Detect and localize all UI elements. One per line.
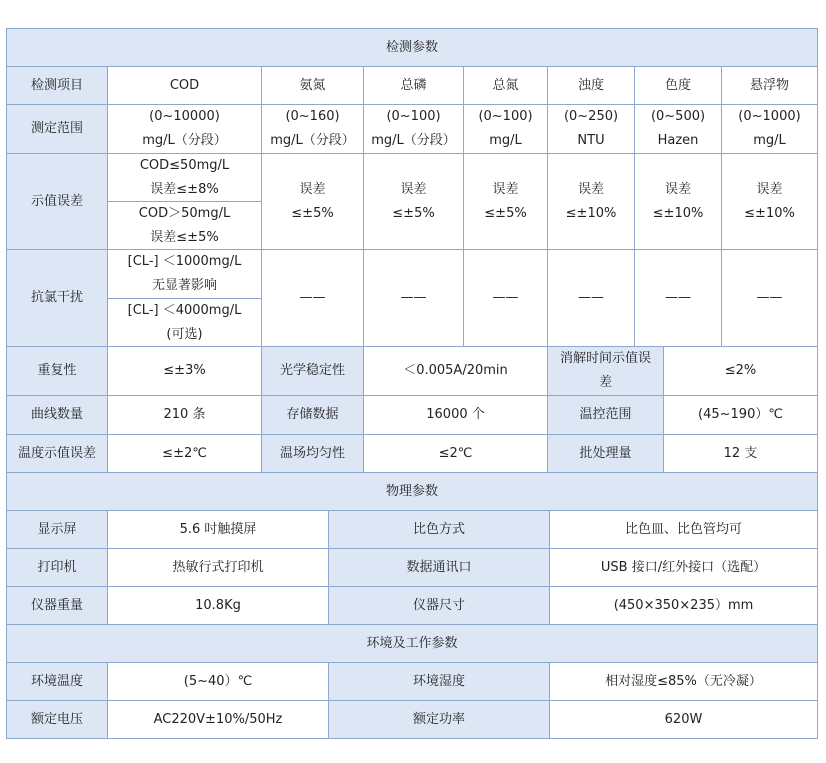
environment-row-2-cell-2-text: AC220V±10%/50Hz [153,711,283,727]
environment-row-2-cell-4 [549,700,818,739]
error-cell-text-2: ≤±10% [565,205,617,221]
row-label-optical-stability [261,346,364,396]
row-label-detection-item [6,66,108,105]
environment-row-1-cell-1 [6,662,108,701]
chlorine-cod-1000-cell-text: [CL-] ＜1000mg/L [127,254,242,269]
row-label-repeatability-text: 重复性 [37,363,77,378]
row-label-range [6,104,108,154]
header-cell [634,66,722,105]
range-cell [107,104,262,154]
error-cell [634,153,722,250]
row-label-temp-range [547,395,664,435]
physical-row-2-cell-2-text: 热敏行式打印机 [172,559,264,575]
physical-row-2-cell-3-text: 数据通讯口 [406,559,472,575]
row-label-temp-error-text: 温度示值误差 [17,445,96,461]
curves-value [107,395,262,435]
row-label-storage-text: 存储数据 [286,407,339,422]
section-title-detection-text: 检测参数 [385,39,438,55]
header-cell-text: 总氮 [492,77,519,93]
header-cell [547,66,635,105]
header-cell [463,66,548,105]
environment-row-1-cell-3-text: 环境湿度 [412,673,465,689]
environment-row-1-cell-4-text: 相对湿度≤85%（无冷凝） [605,673,762,689]
physical-row-2-cell-1-text: 打印机 [37,559,77,575]
range-cell-text-2: NTU [577,133,605,148]
row-label-optical-stability-text: 光学稳定性 [279,363,345,378]
header-cell-text: 悬浮物 [749,77,789,93]
curves-value-text: 210 条 [163,407,206,422]
error-cell-text: 误差 [756,181,783,197]
error-cod-low-cell-text-2: 误差≤±8% [150,181,219,197]
temp-error-value [107,434,262,473]
range-cell-text: (0~100) [386,109,441,124]
physical-row-1-cell-4-text: 比色皿、比色管均可 [624,521,742,537]
range-cell [547,104,635,154]
physical-row-2-cell-4-text: USB 接口/红外接口（选配） [600,559,767,575]
section-title-environment [6,624,818,663]
physical-row-2-cell-4 [549,548,818,587]
temp-error-value-text: ≤±2℃ [162,445,207,461]
row-label-range-text: 测定范围 [30,121,83,136]
chlorine-cod-1000-cell-text-2: 无显著影响 [151,278,217,293]
repeatability-value-text: ≤±3% [163,363,206,378]
range-cell [261,104,364,154]
physical-row-3-cell-2-text: 10.8Kg [195,597,241,613]
error-cell-text-2: ≤±5% [484,205,527,221]
error-cod-high-cell-text-2: 误差≤±5% [150,229,219,245]
error-cell-text: 误差 [299,181,326,197]
error-cell [261,153,364,250]
error-cell [463,153,548,250]
row-label-batch-text: 批处理量 [579,445,632,461]
dash-cell-text: —— [578,290,604,305]
header-cell-text: 总磷 [400,77,427,93]
dash-cell-text: —— [756,290,783,305]
uniformity-value-text: ≤2℃ [438,445,473,461]
error-cell-text: 误差 [664,181,691,197]
environment-row-1-cell-3 [328,662,550,701]
range-cell-text: (0~250) [563,109,619,124]
dash-cell-text: —— [299,290,326,305]
physical-row-1-cell-2-text: 5.6 吋触摸屏 [179,521,257,537]
physical-row-1-cell-3 [328,510,550,549]
row-label-digestion-time-error-text-2: 差 [598,375,612,390]
row-label-digestion-time-error [547,346,664,396]
storage-value-text: 16000 个 [426,407,485,422]
range-cell-text-2: mg/L [753,133,786,148]
range-cell [721,104,818,154]
range-cell [463,104,548,154]
physical-row-1-cell-2 [107,510,329,549]
error-cell-text-2: ≤±5% [291,205,334,221]
error-cell-text: 误差 [577,181,604,197]
error-cod-low-cell [107,153,262,202]
header-cell-text: 浊度 [577,77,604,93]
header-cell-text: COD [169,77,200,93]
section-title-environment-text: 环境及工作参数 [366,635,458,651]
range-cell-text-2: mg/L [489,133,522,148]
row-label-chlorine-text: 抗氯干扰 [30,290,83,305]
chlorine-cod-4000-cell-text: [CL-] ＜4000mg/L [127,302,242,318]
row-label-uniformity-text: 温场均匀性 [279,445,345,461]
row-label-curves [6,395,108,435]
range-cell-text-2: mg/L（分段） [142,133,227,148]
uniformity-value [363,434,548,473]
range-cell-text: (0~160) [285,109,340,124]
dash-cell-text: —— [492,290,519,305]
range-cell [634,104,722,154]
row-label-curves-text: 曲线数量 [30,407,83,422]
optical-stability-value [363,346,548,396]
error-cod-high-cell [107,201,262,250]
header-cell [363,66,464,105]
dash-cell [463,249,548,347]
header-cell-text: 氨氮 [299,77,326,93]
physical-row-2-cell-2 [107,548,329,587]
dash-cell [261,249,364,347]
physical-row-2-cell-3 [328,548,550,587]
physical-row-1-cell-4 [549,510,818,549]
row-label-temp-error [6,434,108,473]
row-label-digestion-time-error-text: 消解时间示值误 [559,351,651,366]
chlorine-cod-1000-cell [107,249,262,299]
dash-cell-text: —— [665,290,691,305]
row-label-chlorine [6,249,108,347]
dash-cell [547,249,635,347]
environment-row-2-cell-1-text: 额定电压 [30,711,83,727]
batch-value-text: 12 支 [723,445,758,461]
error-cell-text-2: ≤±10% [652,205,704,221]
error-cod-high-cell-text: COD＞50mg/L [138,205,231,221]
error-cod-low-cell-text: COD≤50mg/L [139,157,230,173]
dash-cell [634,249,722,347]
dash-cell [721,249,818,347]
range-cell-text: (0~100) [478,109,533,124]
optical-stability-value-text: ＜0.005A/20min [403,363,508,378]
row-label-repeatability [6,346,108,396]
header-cell-text: 色度 [664,77,691,93]
section-title-physical [6,472,818,511]
dash-cell [363,249,464,347]
repeatability-value [107,346,262,396]
range-cell-text-2: mg/L（分段） [270,133,355,148]
error-cell-text-2: ≤±10% [744,205,795,221]
physical-row-3-cell-1-text: 仪器重量 [30,597,83,613]
row-label-error [6,153,108,250]
physical-row-3-cell-1 [6,586,108,625]
row-label-temp-range-text: 温控范围 [579,407,632,422]
batch-value [663,434,818,473]
environment-row-2-cell-2 [107,700,329,739]
physical-row-1-cell-1-text: 显示屏 [37,521,77,537]
range-cell-text: (0~1000) [738,109,801,124]
range-cell-text: (0~10000) [149,109,220,124]
dash-cell-text: —— [400,290,427,305]
digestion-time-error-value [663,346,818,396]
storage-value [363,395,548,435]
environment-row-1-cell-2-text: (5~40）℃ [183,673,253,689]
environment-row-2-cell-3 [328,700,550,739]
header-cell [721,66,818,105]
temp-range-value [663,395,818,435]
range-cell-text-2: Hazen [657,133,699,148]
specification-table [6,28,818,738]
environment-row-1-cell-2 [107,662,329,701]
physical-row-3-cell-3 [328,586,550,625]
physical-row-1-cell-3-text: 比色方式 [412,521,465,537]
physical-row-3-cell-4 [549,586,818,625]
header-cell [107,66,262,105]
environment-row-1-cell-1-text: 环境温度 [30,673,83,689]
environment-row-2-cell-3-text: 额定功率 [412,711,465,727]
row-label-detection-item-text: 检测项目 [30,77,83,93]
chlorine-cod-4000-cell-text-2: (可选) [166,326,203,342]
environment-row-2-cell-4-text: 620W [664,711,703,727]
header-cell [261,66,364,105]
row-label-error-text: 示值误差 [30,193,83,209]
digestion-time-error-value-text: ≤2% [724,363,757,378]
physical-row-1-cell-1 [6,510,108,549]
section-title-physical-text: 物理参数 [385,483,438,499]
range-cell-text: (0~500) [650,109,706,124]
section-title-detection [6,28,818,67]
row-label-uniformity [261,434,364,473]
row-label-storage [261,395,364,435]
error-cell [363,153,464,250]
physical-row-3-cell-3-text: 仪器尺寸 [412,597,465,613]
row-label-batch [547,434,664,473]
physical-row-3-cell-4-text: (450×350×235）mm [613,597,754,613]
range-cell-text-2: mg/L（分段） [371,133,456,148]
error-cell [547,153,635,250]
error-cell-text: 误差 [492,181,519,197]
chlorine-cod-4000-cell [107,298,262,347]
error-cell-text-2: ≤±5% [392,205,435,221]
error-cell-text: 误差 [400,181,427,197]
environment-row-1-cell-4 [549,662,818,701]
error-cell [721,153,818,250]
temp-range-value-text: (45~190）℃ [698,407,783,422]
physical-row-3-cell-2 [107,586,329,625]
physical-row-2-cell-1 [6,548,108,587]
environment-row-2-cell-1 [6,700,108,739]
range-cell [363,104,464,154]
